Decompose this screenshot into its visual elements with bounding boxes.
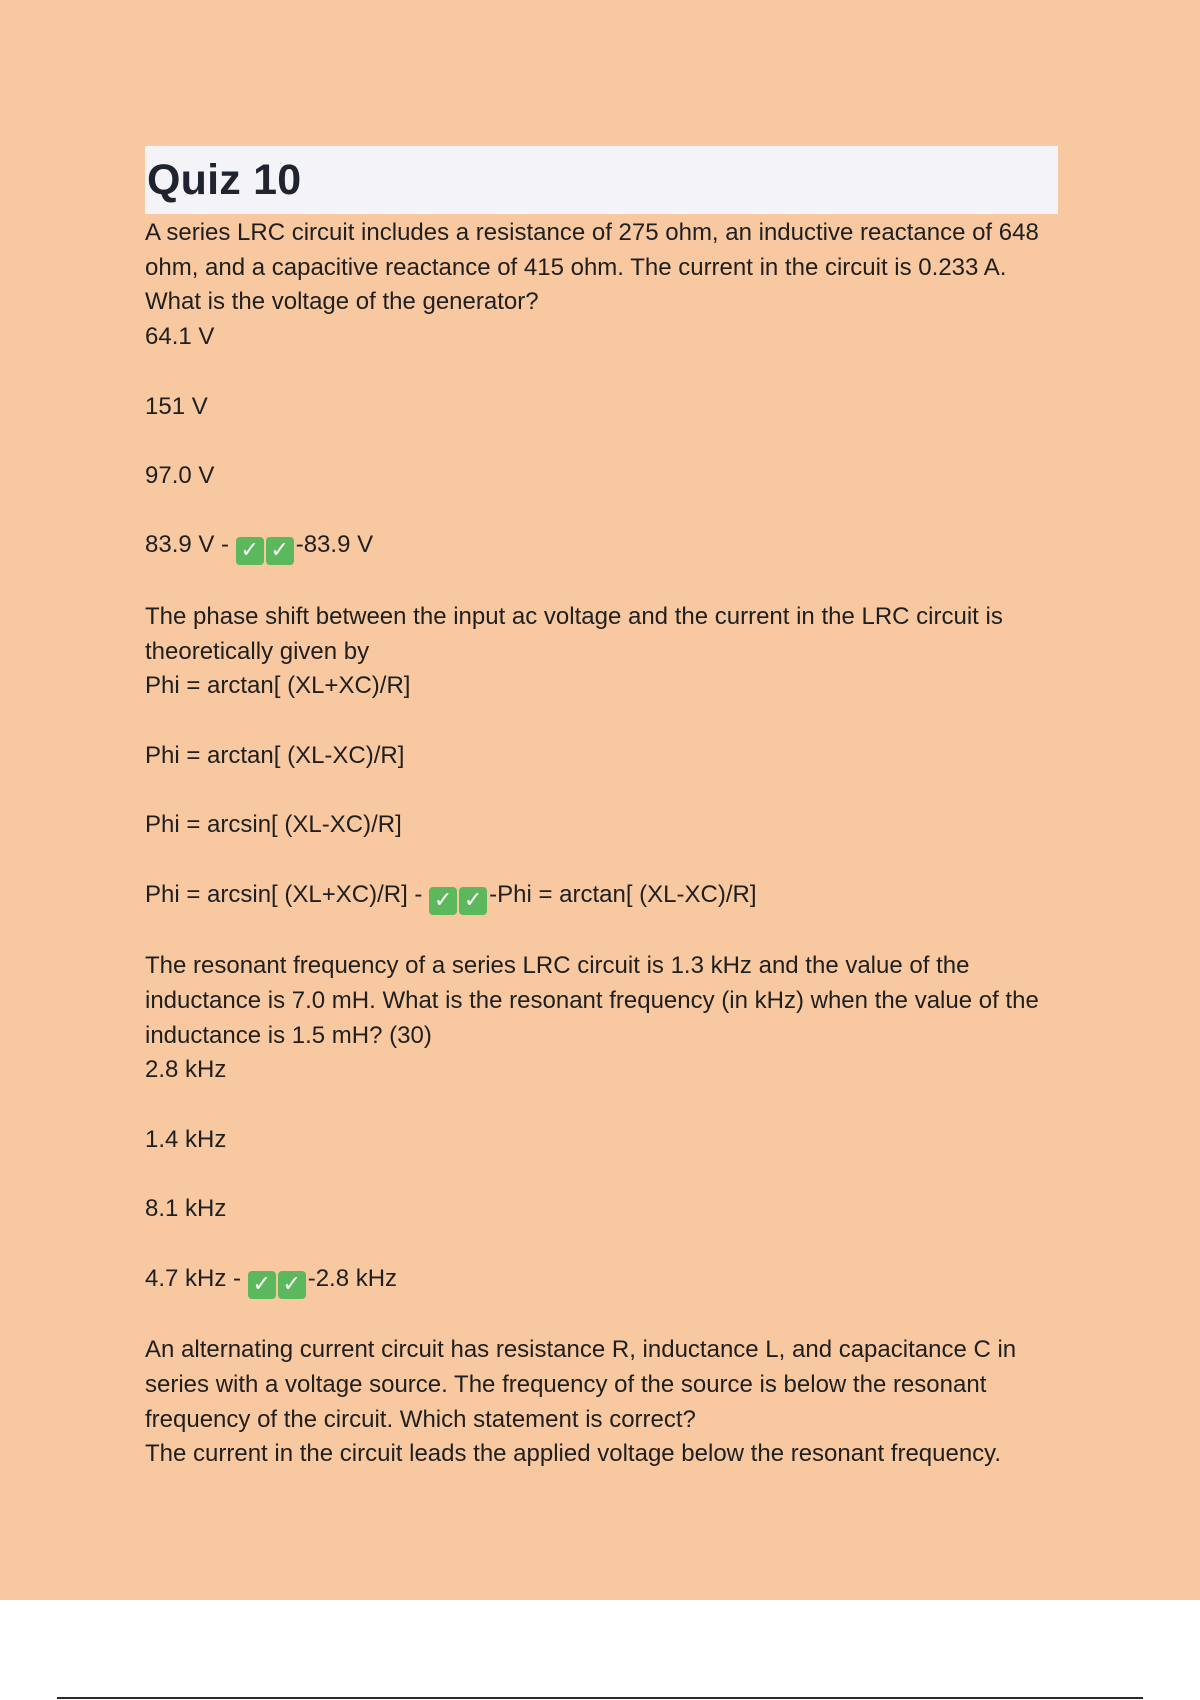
option-b: Phi = arctan[ (XL-XC)/R] bbox=[145, 741, 405, 769]
option-c: Phi = arcsin[ (XL-XC)/R] bbox=[145, 811, 402, 839]
option-d: Phi = arcsin[ (XL+XC)/R] - bbox=[145, 880, 430, 908]
question-2 bbox=[145, 600, 1058, 915]
option-b: 1.4 kHz bbox=[145, 1125, 227, 1153]
option-d-with-answer bbox=[145, 878, 1058, 915]
question-text: A series LRC circuit includes a resistance of 275 ohm, an inductive reactance of 648 ohm, and a capacitive reactance of 415 ohm. The current in the circuit is 0.233 A. What is the voltage of the generator? bbox=[145, 219, 1046, 316]
option-c: 8.1 kHz bbox=[145, 1195, 227, 1223]
title-bar bbox=[145, 146, 1058, 214]
answer-text: -83.9 V bbox=[295, 531, 374, 559]
option-d-with-answer bbox=[145, 1262, 1058, 1299]
option-d-with-answer bbox=[145, 528, 1058, 565]
option-d: 83.9 V - bbox=[145, 531, 236, 559]
option-b: 151 V bbox=[145, 392, 208, 420]
page-title: Quiz 10 bbox=[147, 155, 302, 204]
question-text: An alternating current circuit has resistance R, inductance L, and capacitance C in series with a voltage source. The frequency of the source is below the resonant frequency of the circuit. Which statement is correct? bbox=[145, 1336, 1023, 1433]
check-mark-icon: ✓ bbox=[459, 887, 487, 915]
option-a: Phi = arctan[ (XL+XC)/R] bbox=[145, 672, 411, 700]
check-mark-icon: ✓ bbox=[248, 1271, 276, 1299]
check-mark-icon: ✓ bbox=[429, 887, 457, 915]
question-text: The resonant frequency of a series LRC circuit is 1.3 kHz and the value of the inductance is 7.0 mH. What is the resonant frequency (in kHz) when the value of the inductance is 1.5 mH? (30) bbox=[145, 952, 1046, 1049]
option-c: 97.0 V bbox=[145, 461, 215, 489]
answer-text: -Phi = arctan[ (XL-XC)/R] bbox=[489, 880, 757, 908]
quiz-content bbox=[145, 146, 1058, 1472]
question-3 bbox=[145, 949, 1058, 1298]
check-mark-icon: ✓ bbox=[236, 537, 264, 565]
answer-text: -2.8 kHz bbox=[307, 1264, 398, 1292]
question-1 bbox=[145, 216, 1058, 565]
question-4 bbox=[145, 1333, 1058, 1472]
check-mark-icon: ✓ bbox=[278, 1271, 306, 1299]
question-text: The phase shift between the input ac voltage and the current in the LRC circuit is theoretically given by bbox=[145, 602, 1010, 665]
footer-divider bbox=[57, 1697, 1143, 1699]
option-a: 64.1 V bbox=[145, 323, 215, 351]
option-a: 2.8 kHz bbox=[145, 1056, 227, 1084]
option-a: The current in the circuit leads the applied voltage below the resonant frequency. bbox=[145, 1440, 1002, 1468]
check-mark-icon: ✓ bbox=[266, 537, 294, 565]
option-d: 4.7 kHz - bbox=[145, 1264, 248, 1292]
